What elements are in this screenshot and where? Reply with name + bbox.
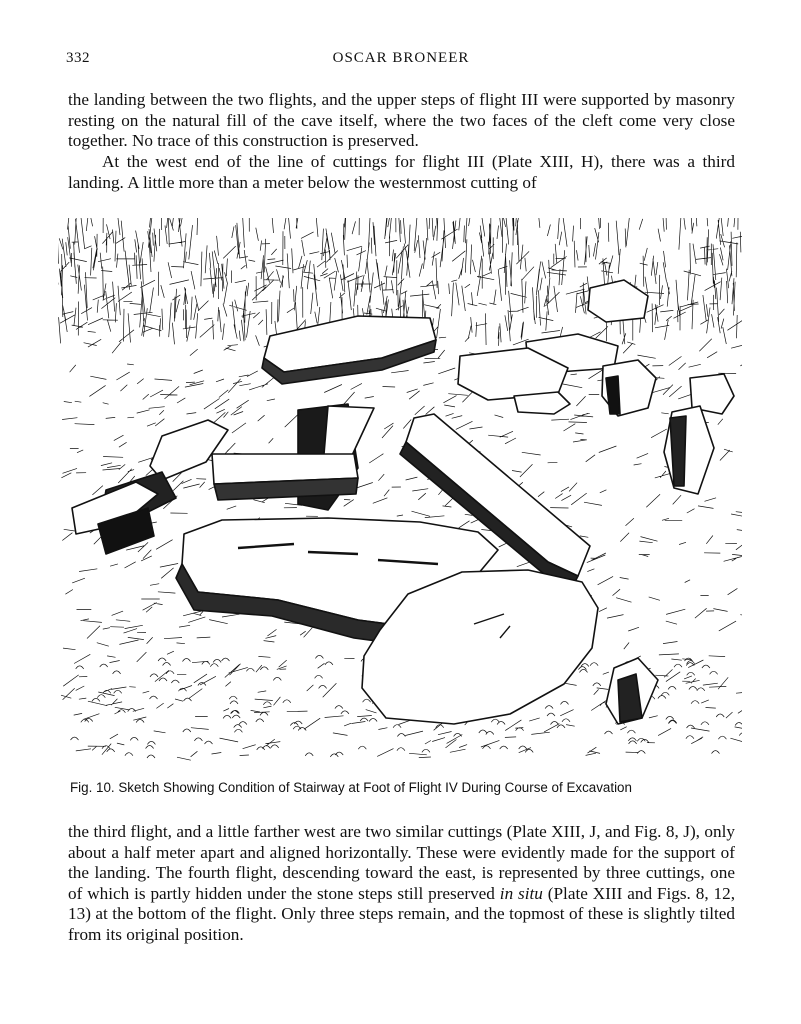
paragraph-3-text-b: (Plate XIII and Figs. 8, 12, 13) at the bottom of the flight. Only three steps remain, and the topmost of these is slightly tilted from its original position.: [68, 883, 735, 944]
sketch-figure: [58, 218, 742, 763]
paragraph-2: At the west end of the line of cuttings for flight III (Plate XIII, H), there was a third landing. A little more than a meter below the westernmost cutting of: [68, 152, 735, 192]
stone-blocks: [72, 280, 734, 724]
paragraph-3: [68, 822, 735, 945]
stairway-sketch: [58, 218, 742, 763]
page-number: 332: [66, 50, 90, 66]
paragraph-1: the landing between the two flights, and the upper steps of flight III were supported by masonry resting on the natural fill of the cave itself, where the two faces of the cleft come very close together. No trace of this construction is preserved.: [68, 90, 735, 150]
running-head: OSCAR BRONEER: [332, 50, 470, 66]
stone-flat-middle: [514, 392, 570, 414]
page-header: [66, 50, 736, 72]
stone-far-right-top: [588, 280, 648, 322]
paragraph-3-text-a: the third flight, and a little farther west are two similar cuttings (Plate XIII, J, and Fig. 8, J), only about a half meter apart and aligned horizontally. These were evidently made for the support of the landing. The fourth flight, descending toward the east, is represented by three cuttings, one of which is partly hidden under the stone steps still preserved: [68, 822, 735, 903]
figure-caption: Fig. 10. Sketch Showing Condition of Stairway at Foot of Flight IV During Course of Excavation: [70, 780, 632, 795]
paragraph-3-italic: in situ: [499, 883, 543, 903]
